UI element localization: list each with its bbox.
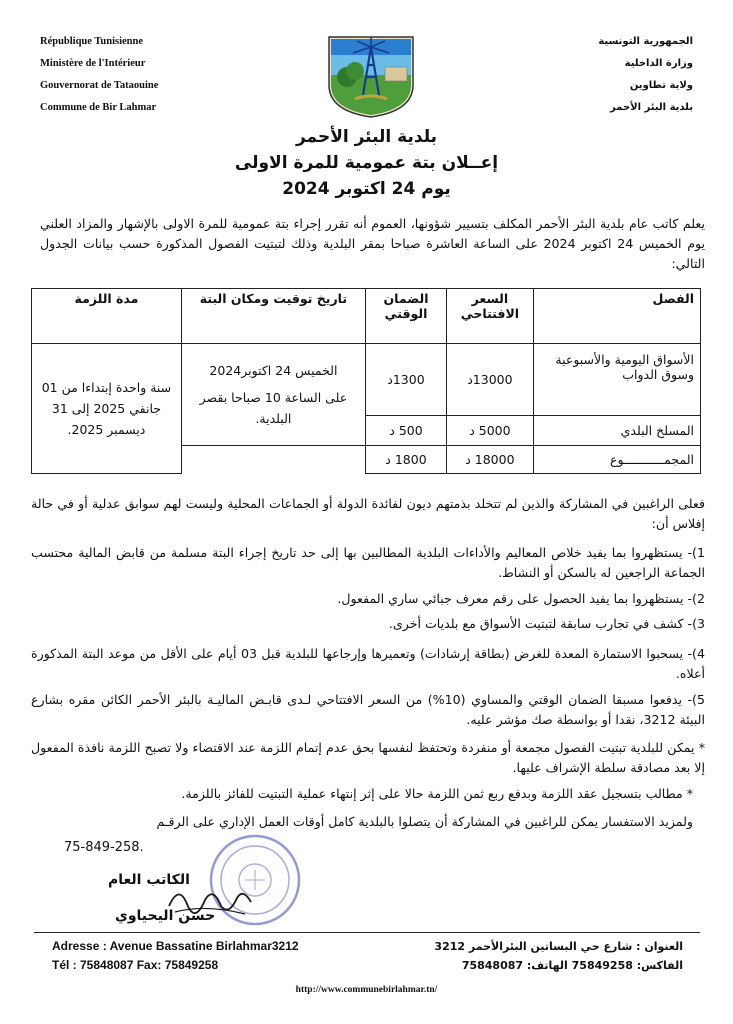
header-left-country: République Tunisienne — [40, 36, 144, 47]
header-left — [40, 31, 240, 119]
conditions-intro: فعلى الراغبين في المشاركة والذين لم تتخلد بذمتهم ديون لفائدة الدولة أو الجماعات المحلية وليست لهم سوابق عدلية أو في حالة إفلاس أن: — [31, 496, 705, 531]
footer-tel-ar: الفاكس: 75849258 الهاتف: 75848087 — [461, 959, 683, 972]
footer-address-ar: العنوان : شارع حي البساتين البئرالأحمر 3212 — [434, 940, 683, 953]
header-item: الفصل — [533, 289, 700, 344]
row-item: المسلخ البلدي — [533, 416, 700, 446]
condition-item: 4)- يسحبوا الاستمارة المعدة للغرض (بطاقة إرشادات) وتعميرها وإرجاعها للبلدية قبل 03 أيام على الأقل من موعد البتة المذكورة أعلاه. — [31, 646, 705, 681]
header-datetime: تاريخ توقيت ومكان البتة — [181, 289, 365, 344]
header-left-governorate: Gouvernorat de Tataouine — [40, 80, 159, 91]
title-block — [0, 124, 733, 202]
condition-item: 3)- كشف في تجارب سابقة لتبتيت الأسواق مع بلديات أخرى. — [388, 616, 705, 631]
table-header-row — [32, 289, 701, 344]
announcement-title: إعــلان بتة عمومية للمرة الاولى — [234, 153, 499, 173]
footer-divider — [34, 932, 700, 933]
footer-right — [434, 937, 683, 975]
header-right-ministry: وزارة الداخلية — [624, 58, 693, 69]
header-right-governorate: ولاية تطاوين — [629, 80, 693, 91]
table-row — [32, 344, 701, 416]
row-item: الأسواق اليومية والأسبوعية وسوق الدواب — [533, 344, 700, 416]
auction-datetime — [181, 344, 365, 446]
total-guarantee: 1800 د — [365, 446, 446, 474]
website-link[interactable]: http://www.communebirlahmar.tn/ — [295, 985, 438, 995]
empty-cell — [181, 446, 365, 474]
header-left-commune: Commune de Bir Lahmar — [40, 102, 157, 113]
commune-logo — [325, 33, 417, 119]
header-right — [493, 31, 693, 119]
total-price: 18000 د — [447, 446, 534, 474]
footer-tel-fr: Tél : 75848087 Fax: 75849258 — [52, 958, 219, 972]
row-price: 5000 د — [447, 416, 534, 446]
note-item: ولمزيد الاستفسار يمكن للراغبين في المشاركة أن يتصلوا بالبلدية كامل أوقات العمل الإداري على الرقـم — [156, 814, 693, 829]
signatory-name: حسن اليحياوي — [115, 908, 216, 924]
auction-datetime-line1: الخميس 24 اكتوبر2024 — [209, 363, 338, 378]
header-duration: مدة اللزمة — [32, 289, 182, 344]
header-price: السعر الافتتاحي — [447, 289, 534, 344]
footer-left — [52, 937, 299, 975]
condition-item: 1)- يستظهروا بما يفيد خلاص المعاليم والأداءات البلدية المطالبين بها إلى حد تاريخ إجراء البتة مسلمة من قابض المالية محتسب الجماعة الراجعين له بالسكن أو النشاط. — [31, 545, 705, 580]
total-label: المجمـــــــــــوع — [533, 446, 700, 474]
announcement-date: يوم 24 اكتوبر 2024 — [282, 179, 451, 199]
concession-duration: سنة واحدة إبتداءا من 01 جانفي 2025 إلى 31 ديسمبر 2025. — [32, 344, 182, 474]
phone-number: 75-849-258. — [64, 840, 144, 855]
auction-datetime-line2: على الساعة 10 صباحا بقصر البلدية. — [199, 390, 348, 426]
condition-item: 5)- يدفعوا مسبقا الضمان الوقتي والمساوي (10%) من السعر الافتتاحي لـدى قابـض الماليـة بالبئر الأحمر الكائن مقره بشارع البيئة 3212، نقدا أو بواسطة صك مؤشر عليه. — [31, 692, 705, 727]
footer-address-fr: Adresse : Avenue Bassatine Birlahmar3212 — [52, 939, 299, 953]
row-price: 13000د — [447, 344, 534, 416]
auction-table — [31, 288, 701, 474]
commune-title: بلدية البئر الأحمر — [295, 127, 438, 147]
note-item: * مطالب بتسجيل عقد اللزمة وبدفع ربع ثمن اللزمة حالا على إثر إنتهاء عملية التبتيت للفائز باللزمة. — [181, 786, 693, 801]
header-right-commune: بلدية البئر الأحمر — [610, 102, 693, 113]
condition-item: 2)- يستظهروا بما يفيد الحصول على رقم معرف جبائي ساري المفعول. — [337, 591, 705, 606]
row-guarantee: 500 د — [365, 416, 446, 446]
header-right-country: الجمهورية التونسية — [598, 36, 693, 47]
intro-paragraph: يعلم كاتب عام بلدية البئر الأحمر المكلف بتسيير شؤونها، العموم أنه تقرر إجراء بتة عمومية للمرة الاولى بالإشهار والمزاد العلني يوم الخميس 24 اكتوبر 2024 على الساعة العاشرة صباحا بمقر البلدية وذلك لتبتيت الفصول المذكورة حسب بيانات الجدول التالي: — [40, 216, 706, 271]
header-left-ministry: Ministère de l'Intérieur — [40, 58, 146, 69]
row-guarantee: 1300د — [365, 344, 446, 416]
note-item: * يمكن للبلدية تبتيت الفصول مجمعة أو منفردة وتحتفظ لنفسها بحق عدم إتمام اللزمة عند الاقتضاء ولا تصبح اللزمة نافذة المفعول إلا بعد مصادقة سلطة الإشراف عليها. — [31, 740, 705, 775]
header-guarantee: الضمان الوقتي — [365, 289, 446, 344]
signatory-title: الكاتب العام — [108, 872, 190, 888]
